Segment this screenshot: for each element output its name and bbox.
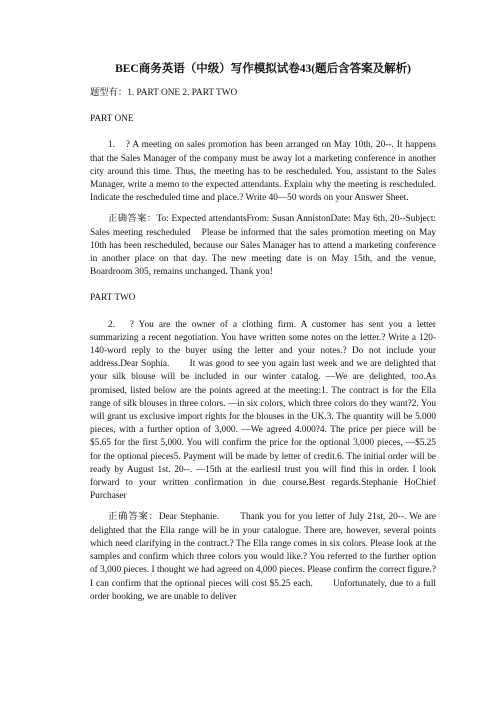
spacer	[90, 100, 436, 113]
part-two-question: 2. ? You are the owner of a clothing firm. A customer has sent you a letter summarizing a recent negotiation. You have written some notes on the letter.? Write a 120-140-word reply to the buyer using the letter and your notes.? Do not include your address.Dear Sophia. It was good to see you again last week and we are delighted that your silk blouse will be included in our winter catalog. —We are delighted, too.As promised, listed below are the points agreed at the meeting:1. The contract is for the Ella range of silk blouses in three colors. —in six colors, which three colors do they want?2. You will grant us exclusive import rights for the blouses in the UK.3. The quantity will be 5.000 pieces, with a further option of 3,000. —We agreed 4.000?4. The price per piece will be $5.65 for the first 5,000. You will confirm the price for the optional 3,000 pieces, —$5.25 for the optional pieces5. Payment will be made by letter of credit.6. The initial order will be ready by August 1st. 20--. —15th at the earliestI trust you will find this in order. I look forward to your written confirmation in due course.Best regards.Stephanie HoChief Purchaser	[90, 319, 436, 502]
question-types: 题型有：1. PART ONE 2. PART TWO	[90, 88, 238, 98]
spacer	[90, 205, 436, 213]
part-two-heading: PART TWO	[90, 293, 136, 304]
spacer	[90, 126, 436, 139]
document-title: BEC商务英语（中级）写作模拟试卷43(题后含答案及解析)	[115, 63, 411, 75]
spacer	[90, 306, 436, 319]
spacer	[90, 503, 436, 511]
part-one-heading: PART ONE	[90, 114, 134, 125]
part-one-answer: 正确答案：To: Expected attendantsFrom: Susan AnnistonDate: May 6th, 20--Subject: Sales meeting rescheduled Please be informed that the sales promotion meeting on May 10th has been rescheduled, because our Sales Manager has to attend a marketing conference in another place on that day. The new meeting date is on May 15th, and the venue, Boardroom 305, remains unchanged. Thank you!	[90, 214, 436, 278]
part-two-answer: 正确答案：Dear Stephanie. Thank you for you letter of July 21st, 20--. We are delighted that the Ella range will be in your catalogue. There are, however, several points which need clarifying in the contract.? The Ella range comes in six colors. Please look at the samples and confirm which three colors you would like.? You referred to the further option of 3,000 pieces. I thought we had agreed on 4,000 pieces. Please confirm the correct figure.? I can confirm that the optional pieces will cost $5.25 each. Unfortunately, due to a full order booking, we are unable to deliver	[90, 512, 436, 602]
spacer	[90, 279, 436, 292]
part-one-question: 1. ? A meeting on sales promotion has been arranged on May 10th, 20--. It happens that the Sales Manager of the company must be away lot a marketing conference in another city around this time. Thus, the meeting has to be rescheduled. You, assistant to the Sales Manager, write a memo to the expected attendants. Explain why the meeting is rescheduled. Indicate the rescheduled time and place.? Write 40—50 words on your Answer Sheet.	[90, 140, 455, 204]
